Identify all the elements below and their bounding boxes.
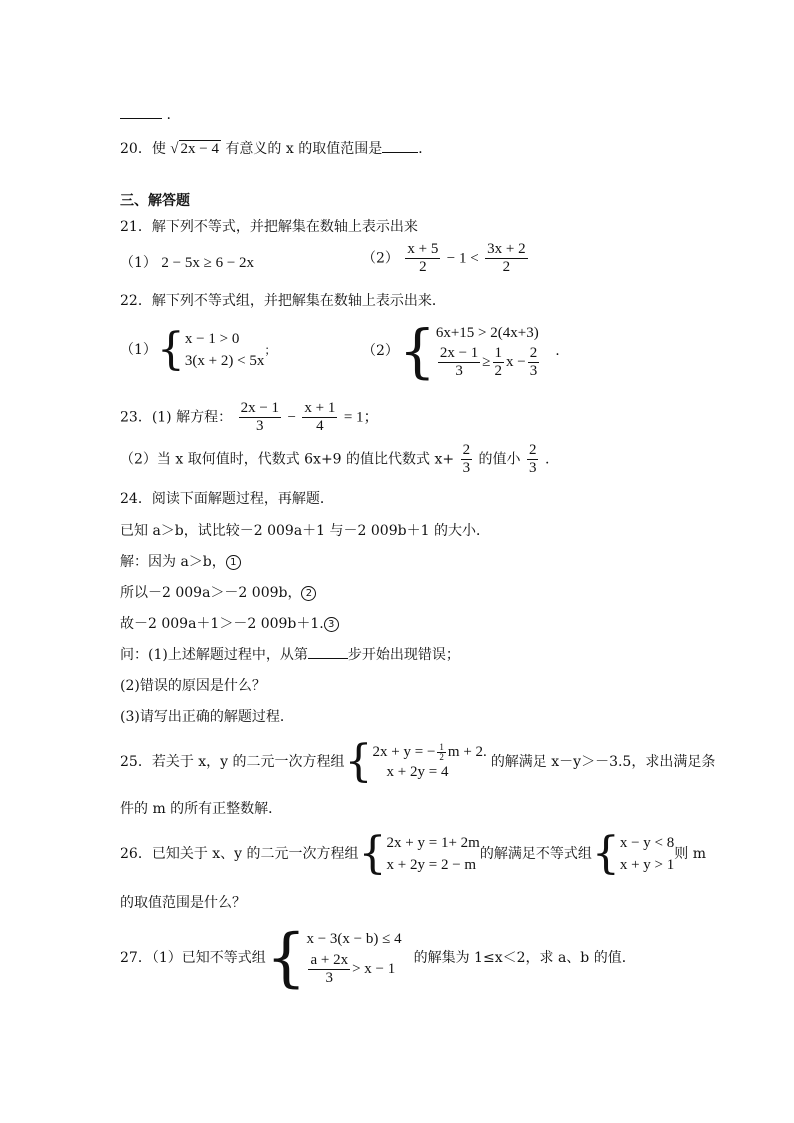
fraction: $\frac{3x + 2}{2}$ <box>487 241 526 275</box>
fraction: $\frac{x + 5}{2}$ <box>407 241 439 275</box>
left-brace: { <box>398 317 436 386</box>
question-21-part2: （2） $\frac{x + 5}{2}$ − 1 < $\frac{3x + 2}{2}$ <box>362 241 526 275</box>
question-22-title: 22．解下列不等式组，并把解集在数轴上表示出来． <box>120 293 446 309</box>
step-marker: 1 <box>226 555 241 570</box>
question-24-title: 24．阅读下面解题过程，再解题． <box>120 491 334 507</box>
answer-blank[interactable] <box>382 140 418 153</box>
question-21-title: 21．解下列不等式，并把解集在数轴上表示出来 <box>120 219 418 235</box>
question-25-line2: 件的 m 的所有正整数解． <box>120 801 283 817</box>
question-25 <box>120 736 716 787</box>
question-24-q1: 问：(1)上述解题过程中，从第 步开始出现错误； <box>120 647 460 663</box>
question-24-given: 已知 a＞b，试比较－2 009a＋1 与－2 009b＋1 的大小． <box>120 523 490 539</box>
question-22-part1 <box>120 324 277 375</box>
question-23-part2: （2）当 x 取何值时，代数式 6x+9 的值比代数式 x+ $\frac{2}{3}$ 的值小 $\frac{2}{3}$ . <box>120 442 550 476</box>
solution-step-2: 所以－2 009a＞－2 009b， 2 <box>120 584 316 602</box>
left-brace: { <box>344 736 373 787</box>
equation-system: 25．若关于 x，y 的二元一次方程组 { 2x + y = − $\frac{1}{2}$ m + 2. x + 2y = 4 的解满足 x－y＞－3.5，求出满足条 <box>120 736 716 787</box>
radicand: 2x − 4 <box>180 141 219 157</box>
question-24-q3: (3)请写出正确的解题过程． <box>120 709 294 725</box>
question-22-part2 <box>362 317 560 386</box>
solution-step-1: 解：因为 a＞b， 1 <box>120 553 241 571</box>
fraction: $\frac{2x - 1}{3}$ <box>240 400 280 434</box>
inequality-system: 27．（1）已知不等式组 { x − 3(x − b) ≤ 4 $\frac{a + 2x}{3}$ > x − 1 的解集为 1≤x＜2，求 a、b 的值． <box>120 921 636 995</box>
left-brace: { <box>265 921 307 995</box>
left-brace: { <box>156 324 185 375</box>
question-20: 20．使 √ 2x − 4 有意义的 x 的取值范围是 ． <box>120 141 433 157</box>
answer-blank[interactable] <box>120 106 162 119</box>
question-24-q2: (2)错误的原因是什么？ <box>120 678 266 694</box>
left-brace: { <box>591 828 620 879</box>
section-heading: 三、解答题 <box>120 193 190 209</box>
inequality-system: （2） { 6x+15 > 2(4x+3) $\frac{2x - 1}{3}$ ≥ $\frac{1}{2}$ x − $\frac{2}{3}$ . <box>362 317 560 386</box>
sqrt-sign: √ <box>170 141 179 157</box>
question-27 <box>120 921 636 995</box>
fraction: $\frac{2}{3}$ <box>462 442 471 476</box>
equation-system: 26．已知关于 x、y 的二元一次方程组 { 2x + y = 1+ 2m x + 2y = 2 − m 的解满足不等式组 { x − y < 8 x + y > 1 则 m <box>120 828 706 879</box>
step-marker: 3 <box>324 617 339 632</box>
left-brace: { <box>358 828 387 879</box>
inequality-system: （1） { x − 1 > 0 3(x + 2) < 5x ； <box>120 324 277 375</box>
question-26 <box>120 828 706 879</box>
question-23-part1: 23．(1) 解方程： $\frac{2x - 1}{3}$ − $\frac{x + 1}{4}$ = 1； <box>120 400 379 434</box>
solution-step-3: 故－2 009a＋1＞－2 009b＋1. 3 <box>120 615 339 633</box>
answer-blank[interactable] <box>308 646 348 659</box>
fraction: $\frac{x + 1}{4}$ <box>304 400 336 434</box>
question-26-line2: 的取值范围是什么？ <box>120 895 246 911</box>
q19-tail: . <box>120 106 171 124</box>
question-21-part1: （1） 2 − 5x ≥ 6 − 2x <box>120 255 255 271</box>
step-marker: 2 <box>301 586 316 601</box>
fraction: $\frac{2}{3}$ <box>528 442 537 476</box>
